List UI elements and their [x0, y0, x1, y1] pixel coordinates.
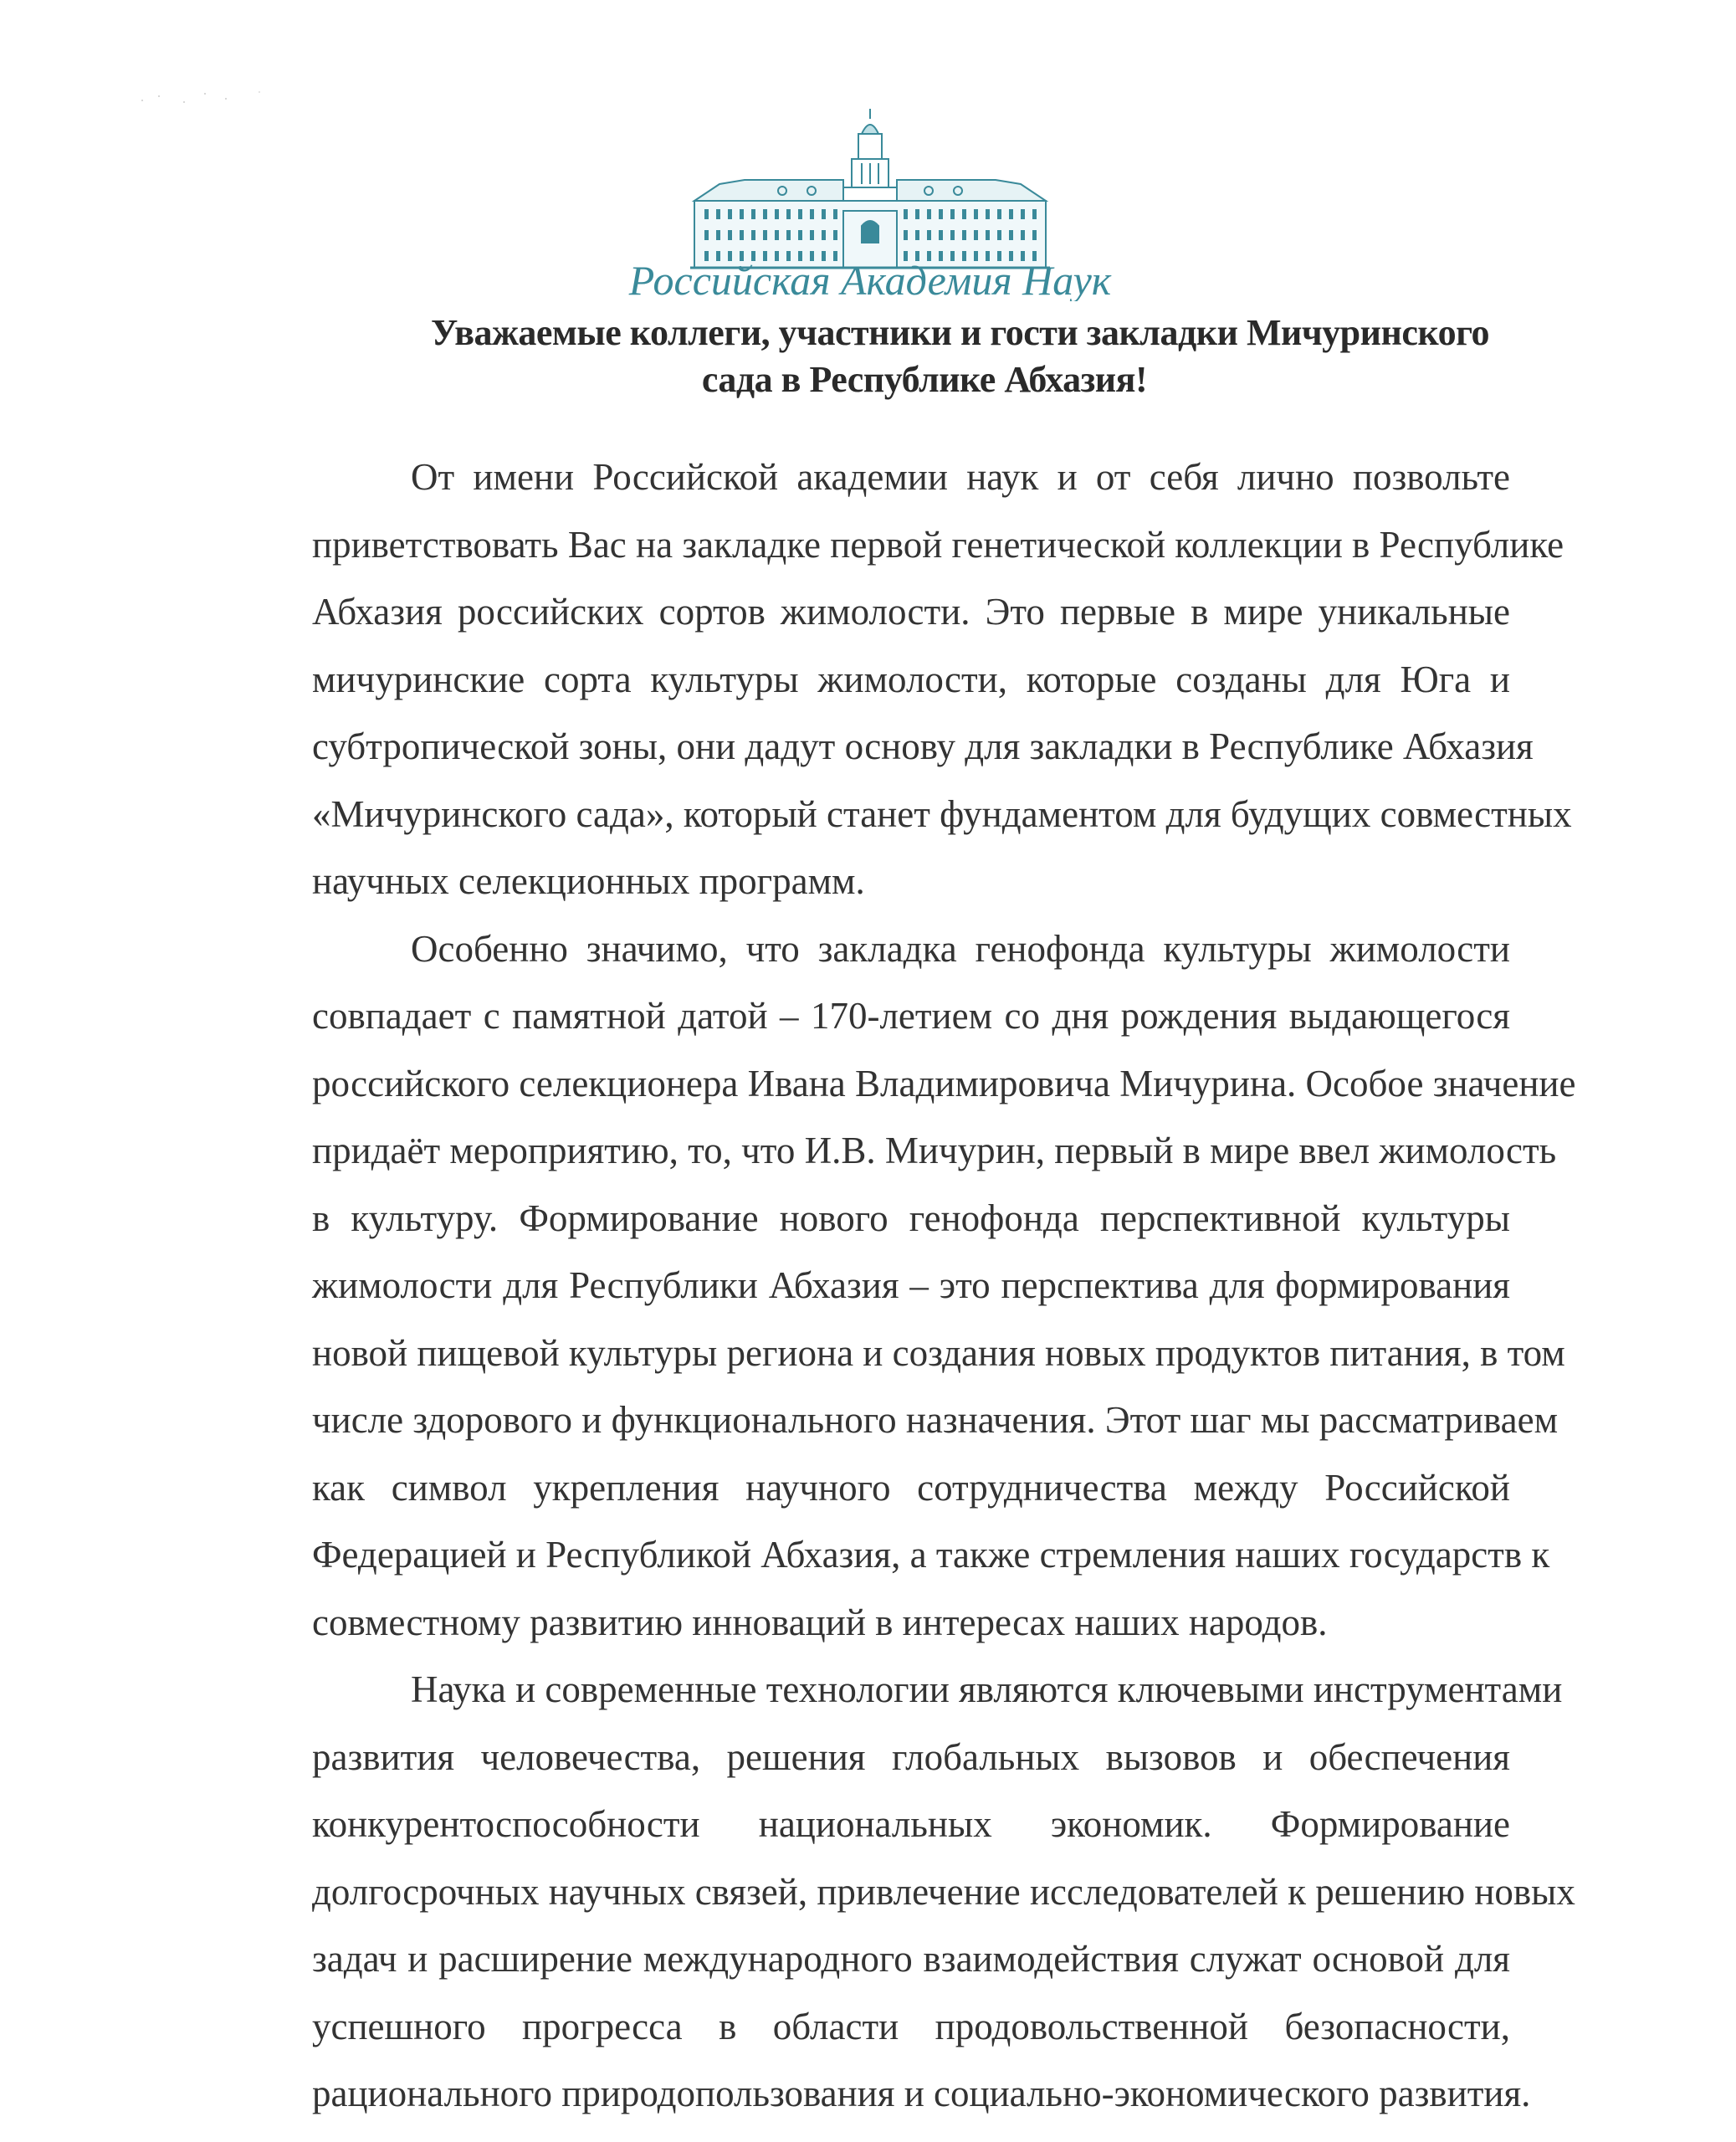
text-line: российского селекционера Ивана Владимировича Мичурина. Особое значение [312, 1062, 1576, 1104]
paragraph-3 [213, 1656, 1575, 2128]
text-line: совместному развитию инноваций в интересах наших народов. [312, 1601, 1328, 1643]
text-line: Особенно значимо, что закладка генофонда культуры жимолости [411, 927, 1510, 970]
text-line: как символ укрепления научного сотрудничества между Российской [312, 1466, 1510, 1509]
text-line: субтропической зоны, они дадут основу для закладки в Республике Абхазия [312, 725, 1534, 767]
text-line: развития человечества, решения глобальных вызовов и обеспечения [312, 1735, 1510, 1778]
text-line: От имени Российской академии наук и от себя лично позвольте [411, 456, 1510, 498]
text-line: успешного прогресса в области продовольственной безопасности, [312, 2005, 1510, 2047]
academy-building-icon [494, 100, 1247, 301]
text-line: долгосрочных научных связей, привлечение исследователей к решению новых [312, 1870, 1575, 1913]
scan-speckle [125, 84, 276, 117]
text-line: приветствовать Вас на закладке первой генетической коллекции в Республике [312, 523, 1564, 566]
text-line: новой пищевой культуры региона и создания новых продуктов питания, в том [312, 1331, 1565, 1374]
paragraph-2 [213, 915, 1576, 1657]
text-line: Наука и современные технологии являются ключевыми инструментами [411, 1668, 1563, 1710]
text-line: Абхазия российских сортов жимолости. Это первые в мире уникальные [312, 591, 1510, 633]
heading-line-2: сада в Республике Абхазия! [701, 359, 1148, 400]
text-line: мичуринские сорта культуры жимолости, которые созданы для Юга и [312, 658, 1510, 700]
text-line: конкурентоспособности национальных экономик. Формирование [312, 1803, 1510, 1845]
text-line: научных селекционных программ. [312, 860, 865, 902]
text-line: рационального природопользования и социально-экономического развития. [312, 2073, 1531, 2114]
text-line: в культуру. Формирование нового генофонда перспективной культуры [312, 1197, 1510, 1239]
logo-text: Российская Академия Наук [628, 257, 1112, 301]
text-line: жимолости для Республики Абхазия – это перспектива для формирования [312, 1264, 1510, 1306]
text-line: совпадает с памятной датой – 170-летием со дня рождения выдающегося [312, 995, 1510, 1037]
text-line: «Мичуринского сада», который станет фундаментом для будущих совместных [312, 792, 1572, 835]
text-line: числе здорового и функционального назначения. Этот шаг мы рассматриваем [312, 1399, 1559, 1441]
text-line: придаёт мероприятию, то, что И.В. Мичурин, первый в мире ввел жимолость [312, 1130, 1557, 1171]
heading-line-1: Уважаемые коллеги, участники и гости закладки Мичуринского [431, 312, 1489, 353]
text-line: Федерацией и Республикой Абхазия, а также стремления наших государств к [312, 1534, 1550, 1576]
letter-body [213, 443, 1576, 2128]
greeting-heading [318, 310, 1506, 403]
paragraph-1 [213, 443, 1572, 915]
ras-logo [494, 100, 1247, 301]
text-line: задач и расширение международного взаимодействия служат основой для [312, 1938, 1510, 1980]
